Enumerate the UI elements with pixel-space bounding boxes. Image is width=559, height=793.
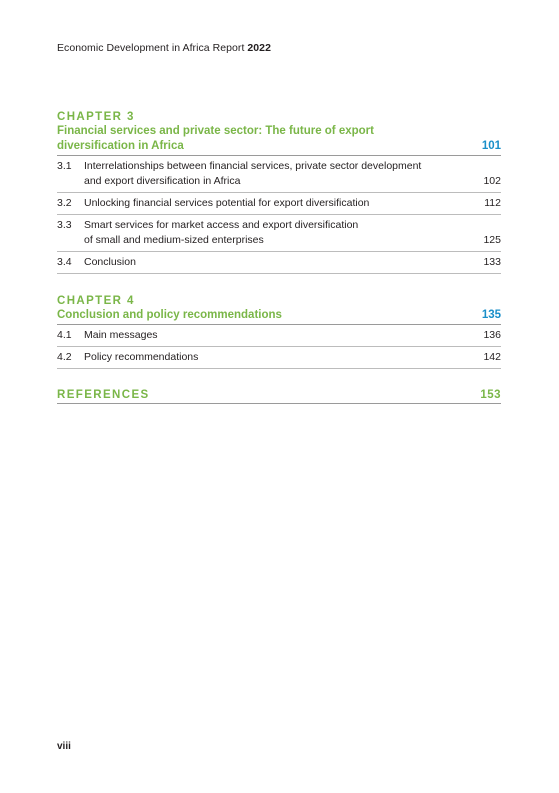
entry-number: 3.3 [57,219,72,231]
entry-title-line2: and export diversification in Africa [84,175,241,187]
chapter-3-block [57,110,501,274]
entry-title: Unlocking financial services potential for export diversification [84,197,370,209]
entry-title [84,218,461,248]
entry-page: 133 [483,256,501,268]
entry-title-line2: of small and medium-sized enterprises [84,234,264,246]
entry-page: 136 [483,329,501,341]
chapter-page: 101 [481,140,501,152]
toc-entry[interactable] [57,215,501,252]
toc-entry[interactable] [57,156,501,193]
chapter-title-line2: Conclusion and policy recommendations [57,309,282,321]
chapter-page: 135 [481,309,501,321]
entry-number: 3.2 [57,197,72,209]
references-page: 153 [480,389,501,401]
entry-title: Conclusion [84,256,136,268]
entry-number: 3.4 [57,256,72,268]
chapter-title-line2: diversification in Africa [57,140,184,152]
entry-number: 3.1 [57,160,72,172]
report-title: Economic Development in Africa Report [57,42,245,54]
chapter-label: CHAPTER 3 [57,111,135,123]
entry-title: Policy recommendations [84,351,199,363]
page-number: viii [57,741,71,752]
entry-page: 102 [483,175,501,187]
toc-entry[interactable] [57,252,501,274]
chapter-4-block [57,294,501,369]
running-head [57,42,271,54]
entry-page: 112 [484,197,501,209]
references-entry[interactable] [57,389,501,404]
entry-page: 125 [483,234,501,246]
chapter-label: CHAPTER 4 [57,295,135,307]
table-of-contents [57,110,501,404]
report-year: 2022 [247,42,271,54]
chapter-title-line1: Financial services and private sector: The future of export [57,125,374,137]
entry-title: Main messages [84,329,158,341]
entry-title [84,159,461,189]
references-label: REFERENCES [57,389,150,401]
chapter-title[interactable] [57,124,501,156]
entry-page: 142 [483,351,501,363]
toc-entry[interactable] [57,325,501,347]
toc-entry[interactable] [57,347,501,369]
entry-number: 4.2 [57,351,72,363]
chapter-title[interactable] [57,308,501,325]
entry-title-line1: Interrelationships between financial services, private sector development [84,160,422,172]
entry-number: 4.1 [57,329,72,341]
toc-entry[interactable] [57,193,501,215]
entry-title-line1: Smart services for market access and export diversification [84,219,359,231]
